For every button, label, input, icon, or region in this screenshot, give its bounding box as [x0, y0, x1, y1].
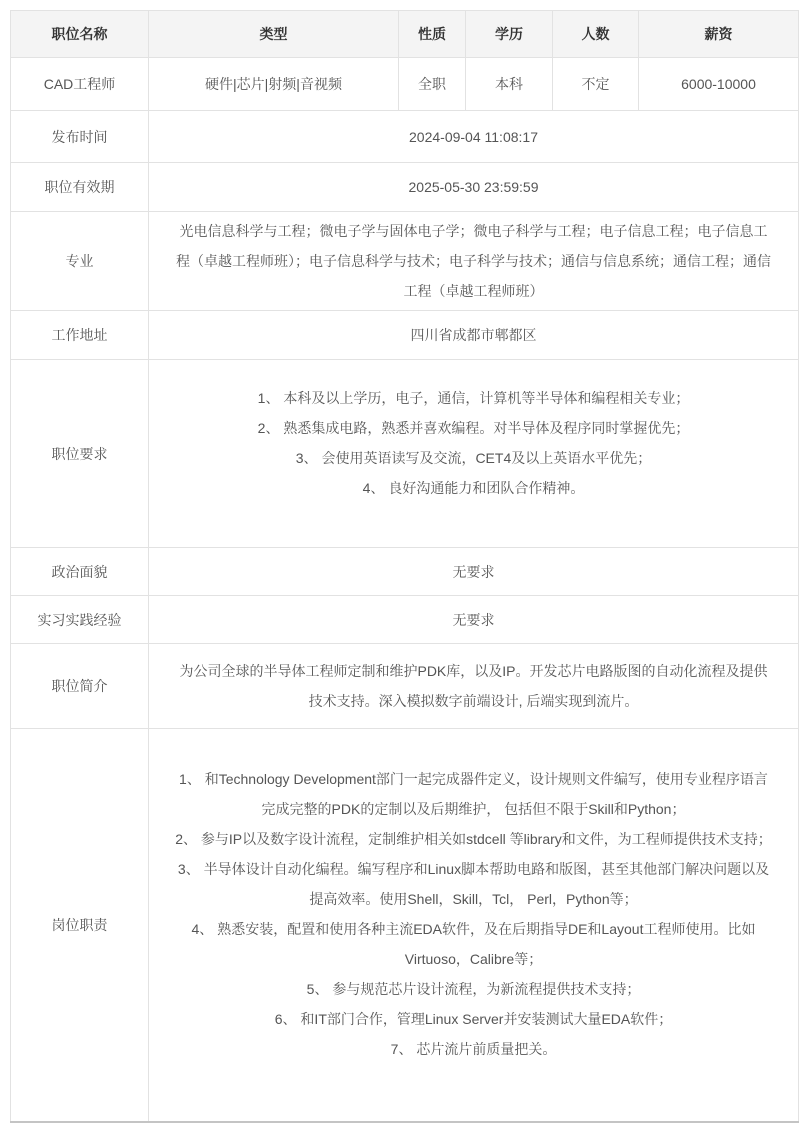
job-summary-row — [11, 58, 799, 111]
duty-item: 5、 参与规范芯片设计流程，为新流程提供技术支持； — [306, 981, 641, 997]
header-headcount: 人数 — [553, 11, 639, 58]
duties-row — [11, 729, 799, 1123]
requirement-item: 2、 熟悉集成电路，熟悉并喜欢编程。对半导体及程序同时掌握优先； — [257, 419, 690, 436]
header-salary: 薪资 — [639, 11, 799, 58]
requirement-item: 1、 本科及以上学历，电子，通信，计算机等半导体和编程相关专业； — [257, 389, 690, 406]
table-header-row — [11, 11, 799, 58]
political-status-row — [11, 548, 799, 596]
job-salary-cell: 6000-10000 — [639, 58, 799, 111]
header-education: 学历 — [466, 11, 553, 58]
requirement-item: 4、 良好沟通能力和团队合作精神。 — [362, 479, 585, 496]
duties-value — [149, 729, 799, 1123]
political-status-label: 政治面貌 — [11, 548, 149, 596]
publish-time-row — [11, 111, 799, 163]
job-summary-label: 职位简介 — [11, 644, 149, 729]
header-position-name: 职位名称 — [11, 11, 149, 58]
internship-label: 实习实践经验 — [11, 596, 149, 644]
requirements-value — [149, 360, 799, 548]
duty-item: 2、 参与IP以及数字设计流程，定制维护相关如stdcell 等library和文件，为工程师提供技术支持； — [175, 831, 772, 847]
publish-time-value: 2024-09-04 11:08:17 — [149, 111, 799, 163]
job-summary-desc-row — [11, 644, 799, 729]
duty-item: 7、 芯片流片前质量把关。 — [390, 1041, 557, 1057]
duty-item: 3、 半导体设计自动化编程。编写程序和Linux脚本帮助电路和版图，甚至其他部门解决问题以及提高效率。使用Shell，Skill，Tcl， Perl，Python等； — [177, 861, 770, 907]
header-category: 类型 — [149, 11, 399, 58]
job-title-cell: CAD工程师 — [11, 58, 149, 111]
publish-time-label: 发布时间 — [11, 111, 149, 163]
valid-until-row — [11, 163, 799, 212]
job-detail-table — [10, 10, 799, 1123]
political-status-value: 无要求 — [149, 548, 799, 596]
majors-row — [11, 212, 799, 311]
requirements-row — [11, 360, 799, 548]
work-address-value: 四川省成都市郫都区 — [149, 311, 799, 360]
majors-label: 专业 — [11, 212, 149, 311]
job-nature-cell: 全职 — [399, 58, 466, 111]
job-summary-value: 为公司全球的半导体工程师定制和维护PDK库，以及IP。开发芯片电路版图的自动化流程及提供技术支持。深入模拟数字前端设计, 后端实现到流片。 — [149, 644, 799, 729]
duty-item: 6、 和IT部门合作，管理Linux Server并安装测试大量EDA软件； — [274, 1011, 673, 1027]
duty-item: 1、 和Technology Development部门一起完成器件定义，设计规则文件编写，使用专业程序语言完成完整的PDK的定制以及后期维护， 包括但不限于Skill和Python； — [179, 771, 768, 817]
job-category-cell: 硬件|芯片|射频|音视频 — [149, 58, 399, 111]
internship-value: 无要求 — [149, 596, 799, 644]
job-education-cell: 本科 — [466, 58, 553, 111]
majors-value: 光电信息科学与工程；微电子学与固体电子学；微电子科学与工程；电子信息工程；电子信息工程（卓越工程师班）；电子信息科学与技术；电子科学与技术；通信与信息系统；通信工程；通信工程（卓越工程师班） — [149, 212, 799, 311]
work-address-label: 工作地址 — [11, 311, 149, 360]
work-address-row — [11, 311, 799, 360]
requirements-label: 职位要求 — [11, 360, 149, 548]
requirement-item: 3、 会使用英语读写及交流，CET4及以上英语水平优先； — [295, 449, 652, 466]
duty-item: 4、 熟悉安装，配置和使用各种主流EDA软件，及在后期指导DE和Layout工程师使用。比如Virtuoso，Calibre等； — [191, 921, 756, 967]
duties-label: 岗位职责 — [11, 729, 149, 1123]
header-nature: 性质 — [399, 11, 466, 58]
internship-row — [11, 596, 799, 644]
valid-until-label: 职位有效期 — [11, 163, 149, 212]
valid-until-value: 2025-05-30 23:59:59 — [149, 163, 799, 212]
job-headcount-cell: 不定 — [553, 58, 639, 111]
